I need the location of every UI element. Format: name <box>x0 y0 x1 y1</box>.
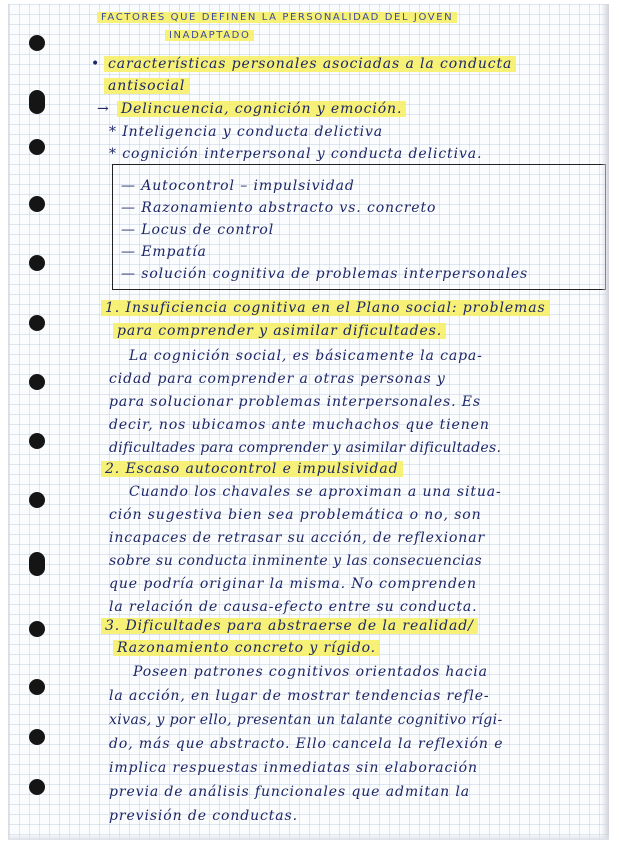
notebook-page <box>8 4 609 840</box>
point1-heading: 1. Insuficiencia cognitiva en el Plano social: problemas <box>101 298 550 318</box>
paragraph-line: la acción, en lugar de mostrar tendencias refle- <box>109 688 490 704</box>
page-title-cont: INADAPTADO <box>165 28 254 44</box>
paragraph-line: previa de análisis funcionales que admitan la <box>109 784 471 800</box>
point1-heading-cont: para comprender y asimilar dificultades. <box>113 321 446 341</box>
binder-hole <box>29 729 45 745</box>
paragraph-line: do, más que abstracto. Ello cancela la reflexión e <box>109 736 504 752</box>
binder-hole <box>29 779 45 795</box>
arrow-icon: → <box>97 101 110 117</box>
binder-hole <box>29 196 45 212</box>
box-item: — Empatía <box>121 244 207 260</box>
binder-hole <box>29 679 45 695</box>
binder-hole <box>29 374 45 390</box>
page-title: FACTORES QUE DEFINEN LA PERSONALIDAD DEL JOVEN <box>97 10 457 26</box>
paragraph-line: incapaces de retrasar su acción, de reflexionar <box>109 530 486 546</box>
binder-hole <box>29 552 45 576</box>
paragraph-line: que podría originar la misma. No comprenden <box>109 576 477 592</box>
paragraph-line: La cognición social, es básicamente la capa- <box>129 348 483 364</box>
subsection-item: * Inteligencia y conducta delictiva <box>109 124 384 140</box>
paragraph-line: ción sugestiva bien sea problemática o no, son <box>109 507 482 523</box>
binder-hole <box>29 35 45 51</box>
paragraph-line: cidad para comprender a otras personas y <box>109 371 446 387</box>
paragraph-line: para solucionar problemas interpersonales. Es <box>109 394 481 410</box>
point3-heading: 3. Dificultades para abstraerse de la realidad/ <box>101 616 478 636</box>
paragraph-line: dificultades para comprender y asimilar dificultades. <box>109 440 502 456</box>
box-item: — Autocontrol – impulsividad <box>121 178 355 194</box>
paragraph-line: Poseen patrones cognitivos orientados hacia <box>133 664 488 680</box>
page-bottom-edge <box>9 834 609 840</box>
subsection-item: * cognición interpersonal y conducta delictiva. <box>109 146 483 162</box>
binder-hole <box>29 255 45 271</box>
binder-hole <box>29 621 45 637</box>
section-heading: características personales asociadas a la conducta <box>104 54 516 74</box>
paragraph-line: Cuando los chavales se aproximan a una situa- <box>129 484 502 500</box>
binder-hole <box>29 139 45 155</box>
paragraph-line: decir, nos ubicamos ante muchachos que tienen <box>109 417 490 433</box>
binder-hole <box>29 90 45 114</box>
page-edge-shadow <box>601 4 609 840</box>
paragraph-line: implica respuestas inmediatas sin elaboración <box>109 760 478 776</box>
paragraph-line: xivas, y por ello, presentan un talante cognitivo rígi- <box>109 712 503 728</box>
point2-heading: 2. Escaso autocontrol e impulsividad <box>101 459 403 479</box>
binder-hole <box>29 492 45 508</box>
paragraph-line: la relación de causa-efecto entre su conducta. <box>109 599 478 615</box>
box-item: — Locus de control <box>121 222 275 238</box>
section-bullet: • <box>91 56 101 72</box>
binder-hole <box>29 433 45 449</box>
paragraph-line: sobre su conducta inminente y las consecuencias <box>109 553 483 569</box>
subsection-heading: Delincuencia, cognición y emoción. <box>117 99 406 119</box>
box-item: — solución cognitiva de problemas interpersonales <box>121 266 529 282</box>
box-item: — Razonamiento abstracto vs. concreto <box>121 200 437 216</box>
point3-heading-cont: Razonamiento concreto y rígido. <box>113 638 380 658</box>
section-heading-cont: antisocial <box>104 76 189 96</box>
binder-hole <box>29 315 45 331</box>
paragraph-line: previsión de conductas. <box>109 808 298 824</box>
